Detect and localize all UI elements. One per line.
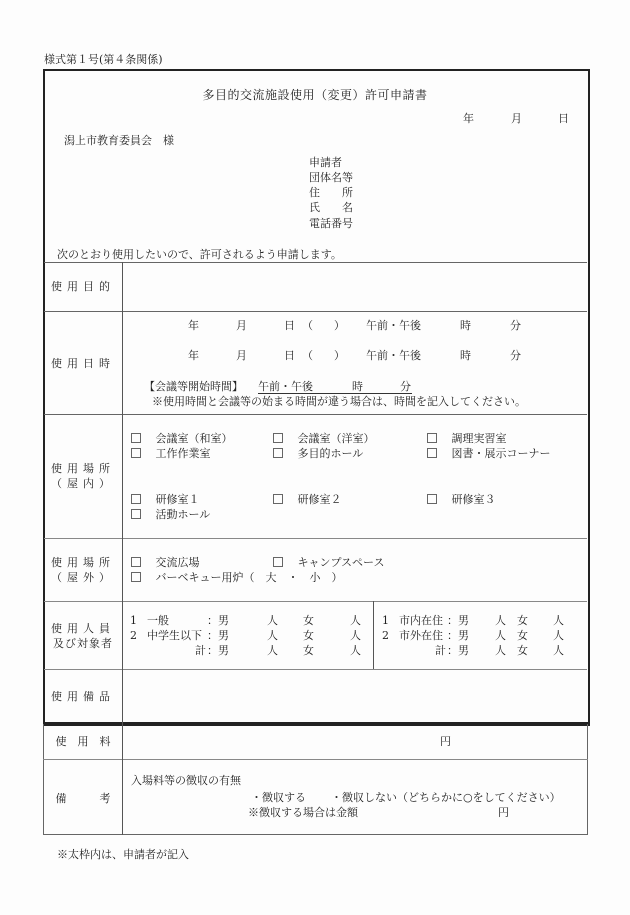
checkbox-icon [131,509,141,519]
label-datetime: 使用日時 [51,357,115,370]
checkbox-icon [131,494,141,504]
date-year: 年 [463,112,474,125]
label-outdoor: （屋外） [51,571,115,584]
checkbox-outdoor-2[interactable]: バーベキュー用炉（ 大 ・ 小 ） [131,571,343,584]
label-persons-target: 及び対象者 [53,637,113,650]
meeting-start-field[interactable]: 午前・午後 時 分 [258,380,411,393]
address-label: 住 所 [309,186,353,199]
checkbox-indoor-5[interactable]: 図書・展示コーナー [427,447,551,460]
label-place-indoor: 使用場所 [51,462,115,475]
label-fee: 使 用 料 [55,735,111,748]
footnote: ※太枠内は、申請者が記入 [57,848,189,861]
checkbox-icon [427,433,437,443]
form-reference: 様式第１号(第４条関係) [44,53,163,66]
fee-unit: 円 [440,735,451,748]
checkbox-icon [427,494,437,504]
org-name-label: 団体名等 [309,171,353,184]
checkbox-indoor-2[interactable]: 調理実習室 [427,432,507,445]
checkbox-icon [273,557,283,567]
remarks-not-collect[interactable]: ・徴収しない（どちらかに○をしてください） [331,791,561,804]
label-purpose: 使用目的 [51,280,115,293]
label-indoor: （屋内） [51,477,115,490]
phone-label: 電話番号 [309,217,353,230]
checkbox-icon [131,557,141,567]
checkbox-outdoor-1[interactable]: キャンプスペース [273,556,385,569]
label-persons: 使用人員 [51,622,115,635]
checkbox-icon [273,433,283,443]
checkbox-indoor-0[interactable]: 会議室（和室） [131,432,233,445]
checkbox-indoor-9[interactable]: 活動ホール [131,508,210,521]
applicant-label: 申請者 [309,156,342,169]
checkbox-indoor-7[interactable]: 研修室２ [273,493,342,506]
date-month: 月 [511,112,522,125]
intro-text: 次のとおり使用したいので、許可されるよう申請します。 [57,248,342,261]
remarks-amount-unit: 円 [498,806,509,819]
checkbox-icon [131,572,141,582]
checkbox-indoor-6[interactable]: 研修室１ [131,493,200,506]
checkbox-outdoor-0[interactable]: 交流広場 [131,556,200,569]
meeting-note: ※使用時間と会議等の始まる時間が違う場合は、時間を記入してください。 [152,395,526,408]
checkbox-icon [131,448,141,458]
checkbox-indoor-4[interactable]: 多目的ホール [273,447,363,460]
date-day: 日 [558,112,569,125]
checkbox-icon [273,448,283,458]
remarks-collect[interactable]: ・徴収する [251,791,306,804]
label-equipment: 使用備品 [51,690,115,703]
checkbox-icon [273,494,283,504]
checkbox-icon [131,433,141,443]
checkbox-indoor-8[interactable]: 研修室３ [427,493,496,506]
remarks-amount-label: ※徴収する場合は金額 [248,806,358,819]
remarks-line1: 入場料等の徴収の有無 [131,774,241,787]
label-place-outdoor: 使用場所 [51,556,115,569]
meeting-start-label: 【会議等開始時間】 [144,380,243,393]
page-title: 多目的交流施設使用（変更）許可申請書 [202,88,428,102]
checkbox-icon [427,448,437,458]
checkbox-indoor-1[interactable]: 会議室（洋室） [273,432,375,445]
label-remarks: 備 考 [55,792,111,805]
addressee: 潟上市教育委員会 様 [64,134,174,147]
name-label: 氏 名 [309,201,353,214]
checkbox-indoor-3[interactable]: 工作作業室 [131,447,211,460]
